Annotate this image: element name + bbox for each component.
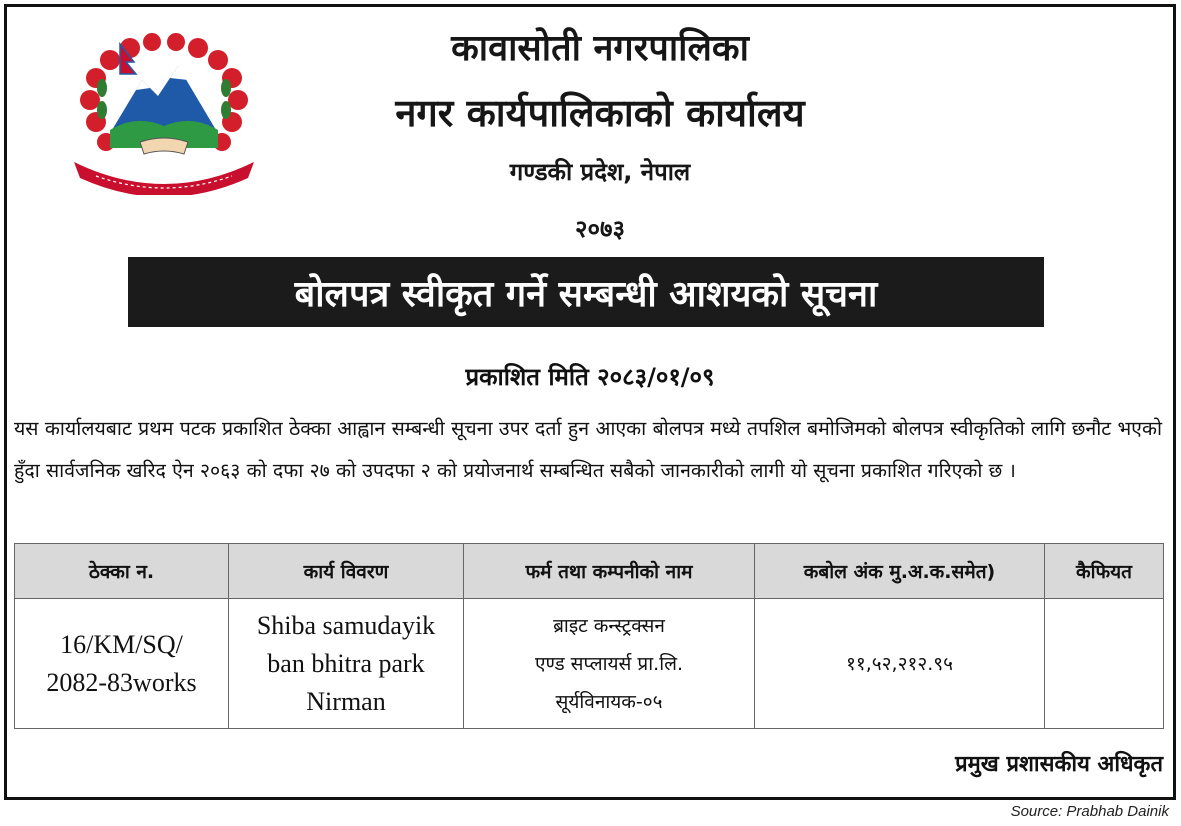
year-label: २०७३ xyxy=(575,215,625,243)
source-credit: Source: Prabhab Dainik xyxy=(1010,803,1169,820)
bid-amount-cell: ११,५२,२१२.९५ xyxy=(755,599,1045,729)
notice-title: बोलपत्र स्वीकृत गर्ने सम्बन्धी आशयको सूचना xyxy=(294,273,878,315)
description-line: Shiba samudayik xyxy=(256,610,436,640)
notice-paragraph: यस कार्यालयबाट प्रथम पटक प्रकाशित ठेक्का आह्वान सम्बन्धी सूचना उपर दर्ता हुन आएका बोलपत्र मध्ये तपशिल बमोजिमको बोलपत्र स्वीकृतिको लागि छनौट भएको हुँदा सार्वजनिक खरिद ऐन २०६३ को दफा २७ को उपदफा २ को प्रयोजनार्थ सम्बन्धित सबैको जानकारीको लागी यो सूचना प्रकाशित गरिएको छ । xyxy=(14,417,1162,482)
contract-no-cell xyxy=(15,599,229,729)
tender-table xyxy=(14,543,1164,729)
nepal-coat-of-arms-icon xyxy=(66,30,262,195)
firm-line: एण्ड सप्लायर्स प्रा.लि. xyxy=(534,652,684,675)
signatory-title: प्रमुख प्रशासकीय अधिकृत xyxy=(955,752,1163,777)
header-firm-name: फर्म तथा कम्पनीको नाम xyxy=(464,544,755,599)
office-name: नगर कार्यपालिकाको कार्यालय xyxy=(395,91,805,135)
notice-title-banner xyxy=(128,257,1044,327)
table-row xyxy=(15,599,1164,729)
description-line: ban bhitra park xyxy=(267,648,425,678)
table-header-row xyxy=(15,544,1164,599)
header-bid-amount: कबोल अंक मु.अ.क.समेत) xyxy=(755,544,1045,599)
header-remarks: कैफियत xyxy=(1045,544,1164,599)
contract-no-line: 16/KM/SQ/ xyxy=(60,629,183,659)
municipality-name: कावासोती नगरपालिका xyxy=(451,28,749,69)
header-contract-no: ठेक्का न. xyxy=(15,544,229,599)
remarks-cell xyxy=(1045,599,1164,729)
firm-line: सूर्यविनायक-०५ xyxy=(555,690,663,713)
firm-name-cell xyxy=(464,599,755,729)
publish-date: प्रकाशित मिति २०८३/०१/०९ xyxy=(465,363,715,391)
province-name: गण्डकी प्रदेश, नेपाल xyxy=(509,158,691,186)
work-description-cell xyxy=(229,599,464,729)
header-work-description: कार्य विवरण xyxy=(229,544,464,599)
contract-no-line: 2082-83works xyxy=(46,667,197,697)
firm-line: ब्राइट कन्स्ट्रक्सन xyxy=(553,614,665,637)
description-line: Nirman xyxy=(306,686,386,716)
